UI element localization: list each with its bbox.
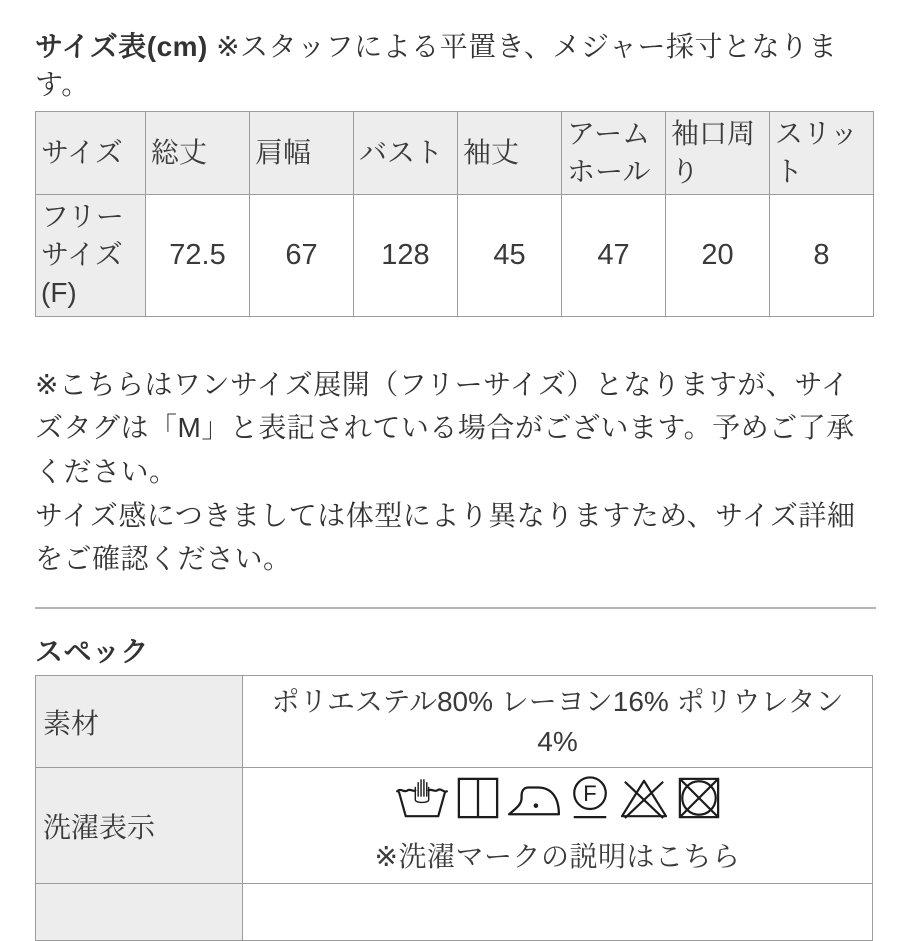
size-table bbox=[35, 111, 874, 317]
care-instructions-cell bbox=[243, 768, 873, 884]
care-symbols bbox=[255, 774, 860, 822]
size-value-armhole: 47 bbox=[562, 194, 666, 316]
iron-low-heat-icon bbox=[506, 776, 562, 820]
size-row-label: フリーサイズ(F) bbox=[36, 194, 146, 316]
size-table-data-row bbox=[36, 194, 874, 316]
dry-clean-letter: F bbox=[582, 781, 597, 807]
clipped-spec-row bbox=[36, 884, 873, 941]
section-divider bbox=[35, 607, 876, 609]
dry-clean-petroleum-icon bbox=[568, 774, 612, 822]
material-row bbox=[36, 675, 873, 768]
size-notes bbox=[35, 363, 873, 581]
size-table-header-total-length: 総丈 bbox=[146, 112, 250, 195]
size-table-header-cuff: 袖口周り bbox=[666, 112, 770, 195]
size-value-total-length: 72.5 bbox=[146, 194, 250, 316]
size-value-bust: 128 bbox=[354, 194, 458, 316]
size-note-one-size: ※こちらはワンサイズ展開（フリーサイズ）となりますが、サイズタグは「M」と表記されている場合がございます。予めご了承ください。 bbox=[35, 368, 855, 487]
size-table-header-sleeve: 袖丈 bbox=[458, 112, 562, 195]
size-table-title bbox=[35, 28, 873, 103]
hand-wash-icon bbox=[394, 776, 450, 820]
clipped-spec-value bbox=[243, 884, 873, 941]
spec-label-care: 洗濯表示 bbox=[36, 768, 243, 884]
care-note-text: ※洗濯マークの説明は bbox=[374, 841, 655, 873]
size-table-header-size: サイズ bbox=[36, 112, 146, 195]
size-table-title-main: サイズ表(cm) bbox=[35, 31, 208, 62]
care-row bbox=[36, 768, 873, 884]
line-dry-icon bbox=[456, 776, 500, 820]
size-value-slit: 8 bbox=[770, 194, 874, 316]
do-not-tumble-dry-icon bbox=[676, 776, 722, 820]
size-value-sleeve: 45 bbox=[458, 194, 562, 316]
size-table-header-slit: スリット bbox=[770, 112, 874, 195]
care-note bbox=[255, 837, 860, 877]
size-table-header-armhole: アームホール bbox=[562, 112, 666, 195]
care-guide-link[interactable]: こちら bbox=[654, 841, 741, 873]
size-value-cuff: 20 bbox=[666, 194, 770, 316]
size-table-header-row bbox=[36, 112, 874, 195]
size-table-header-shoulder: 肩幅 bbox=[250, 112, 354, 195]
size-value-shoulder: 67 bbox=[250, 194, 354, 316]
size-table-title-note: ※スタッフによる平置き、メジャー採寸となります。 bbox=[35, 31, 837, 100]
spec-label-material: 素材 bbox=[36, 675, 243, 768]
material-value: ポリエステル80% レーヨン16% ポリウレタン 4% bbox=[243, 675, 873, 768]
spec-table bbox=[35, 675, 873, 941]
spec-heading: スペック bbox=[35, 635, 150, 667]
clipped-spec-label bbox=[36, 884, 243, 941]
size-table-header-bust: バスト bbox=[354, 112, 458, 195]
do-not-bleach-icon bbox=[618, 776, 670, 820]
size-note-fit: サイズ感につきましては体型により異なりますため、サイズ詳細をご確認ください。 bbox=[35, 499, 856, 575]
